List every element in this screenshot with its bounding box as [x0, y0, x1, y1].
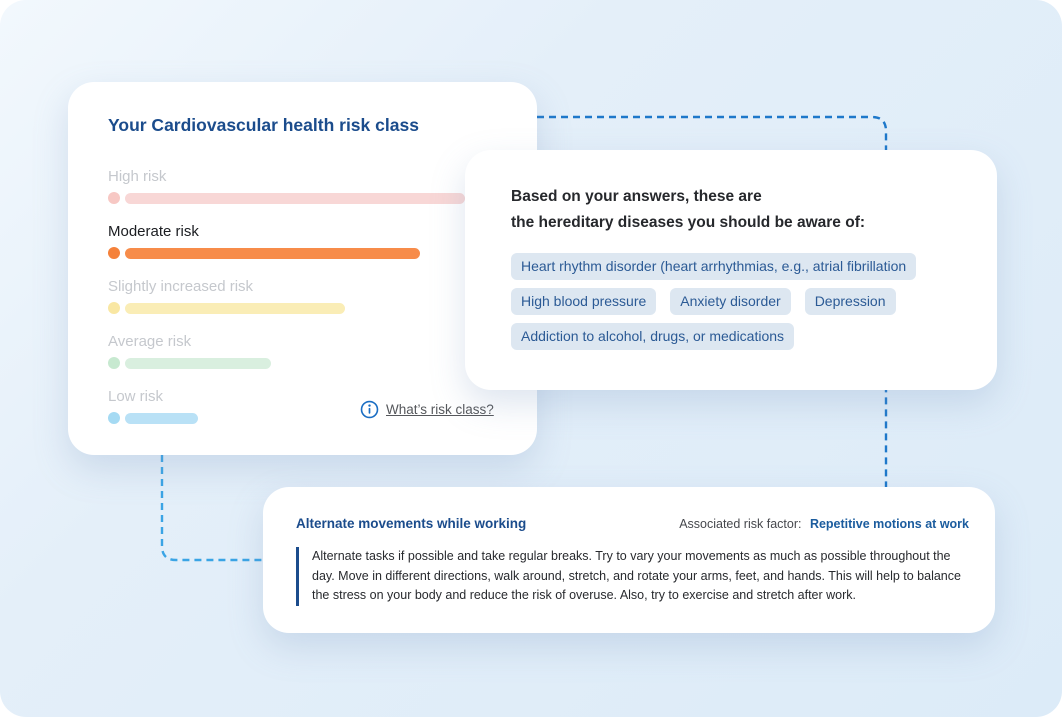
diseases-heading-line1: Based on your answers, these are — [511, 188, 762, 205]
risk-factor-label: Associated risk factor: — [679, 517, 802, 531]
advice-title: Alternate movements while working — [296, 516, 527, 531]
risk-level-label: Moderate risk — [108, 223, 199, 240]
disease-tag: Heart rhythm disorder (heart arrhythmias, e.g., atrial fibrillation — [511, 253, 916, 280]
risk-level-track — [108, 192, 465, 204]
risk-level-dot — [108, 357, 120, 369]
risk-level-row[interactable] — [108, 168, 465, 204]
risk-level-row[interactable] — [108, 333, 465, 369]
disease-tags — [511, 253, 963, 350]
risk-level-bar — [125, 303, 345, 314]
risk-level-label: Slightly increased risk — [108, 278, 254, 295]
risk-level-bar — [125, 413, 198, 424]
disease-tag: Depression — [805, 288, 896, 315]
hereditary-diseases-card — [465, 150, 997, 390]
risk-level-row[interactable] — [108, 223, 465, 259]
connector-left-path — [162, 455, 265, 560]
advice-card — [263, 487, 995, 633]
risk-level-dot — [108, 247, 120, 259]
disease-tag: High blood pressure — [511, 288, 656, 315]
risk-level-label: Average risk — [108, 333, 192, 350]
disease-tag: Anxiety disorder — [670, 288, 790, 315]
risk-level-bar — [125, 193, 465, 204]
risk-level-label: High risk — [108, 168, 167, 185]
whats-risk-class-link[interactable] — [360, 400, 494, 419]
advice-body-text: Alternate tasks if possible and take regular breaks. Try to vary your movements as much as possible throughout the day. Move in different directions, walk around, stretch, and rotate your arms, feet, and hands. This will help to balance the stress on your body and reduce the risk of overuse. Also, try to exercise and stretch after work. — [296, 547, 964, 606]
risk-level-track — [108, 302, 465, 314]
risk-level-bar — [125, 358, 271, 369]
risk-level-dot — [108, 412, 120, 424]
risk-card-title: Your Cardiovascular health risk class — [108, 115, 419, 135]
disease-tag: Addiction to alcohol, drugs, or medications — [511, 323, 794, 350]
diseases-heading — [511, 184, 967, 236]
risk-level-label: Low risk — [108, 388, 164, 405]
diseases-heading-line2: the hereditary diseases you should be aware of: — [511, 214, 866, 231]
risk-level-track — [108, 357, 465, 369]
risk-level-row[interactable] — [108, 278, 465, 314]
whats-risk-class-label: What’s risk class? — [386, 402, 494, 417]
risk-level-bar — [125, 248, 420, 259]
risk-level-track — [108, 247, 465, 259]
risk-factor-value[interactable]: Repetitive motions at work — [809, 517, 969, 531]
risk-level-dot — [108, 302, 120, 314]
info-icon — [360, 400, 379, 419]
associated-risk-factor — [679, 517, 969, 531]
risk-level-dot — [108, 192, 120, 204]
